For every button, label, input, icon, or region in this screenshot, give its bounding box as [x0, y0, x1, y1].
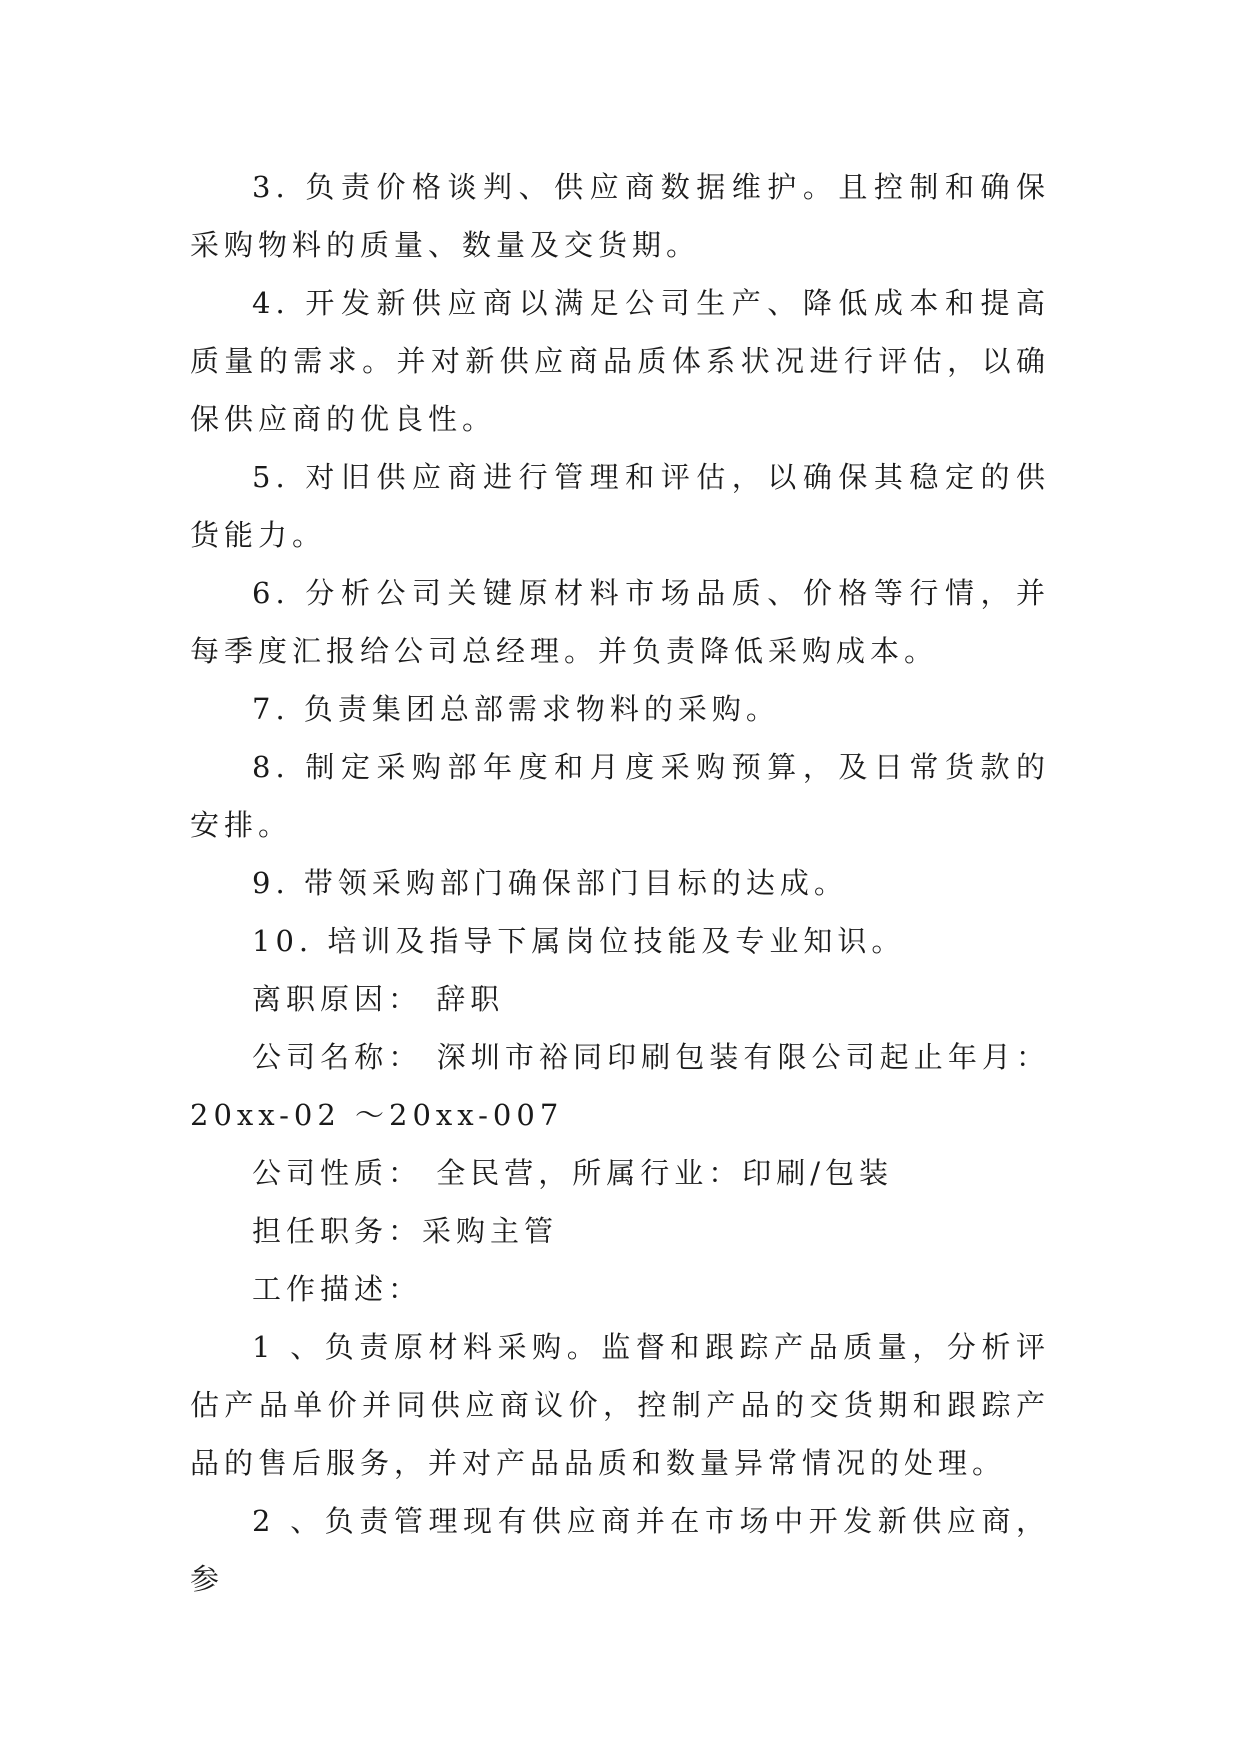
paragraph-duty-5: 5. 对旧供应商进行管理和评估，以确保其稳定的供货能力。: [190, 460, 1050, 552]
paragraph-duty-8: 8. 制定采购部年度和月度采购预算，及日常货款的安排。: [190, 750, 1050, 842]
job-description-label: 工作描述：: [252, 1272, 423, 1306]
job-description-item-2: 2 、负责管理现有供应商并在市场中开发新供应商，参: [190, 1504, 1050, 1596]
company-name-period: 公司名称： 深圳市裕同印刷包装有限公司起止年月：20xx-02 ～20xx-007: [190, 1040, 1050, 1132]
document-page: [190, 158, 1050, 1608]
position-held: 担任职务：采购主管: [252, 1214, 559, 1248]
paragraph-duty-9: 9. 带领采购部门确保部门目标的达成。: [252, 866, 848, 900]
leave-reason: 离职原因： 辞职: [252, 982, 505, 1016]
paragraph-duty-3: 3. 负责价格谈判、供应商数据维护。且控制和确保采购物料的质量、数量及交货期。: [190, 170, 1050, 262]
job-description-item-1: 1 、负责原材料采购。监督和跟踪产品质量，分析评估产品单价并同供应商议价，控制产品的交货期和跟踪产品的售后服务，并对产品品质和数量异常情况的处理。: [190, 1330, 1050, 1480]
paragraph-duty-4: 4. 开发新供应商以满足公司生产、降低成本和提高质量的需求。并对新供应商品质体系状况进行评估，以确保供应商的优良性。: [190, 286, 1050, 436]
paragraph-duty-10: 10. 培训及指导下属岗位技能及专业知识。: [252, 924, 906, 958]
company-nature: 公司性质： 全民营，所属行业：印刷/包装: [252, 1156, 893, 1190]
paragraph-duty-6: 6. 分析公司关键原材料市场品质、价格等行情，并每季度汇报给公司总经理。并负责降低采购成本。: [190, 576, 1050, 668]
paragraph-duty-7: 7. 负责集团总部需求物料的采购。: [252, 692, 780, 726]
